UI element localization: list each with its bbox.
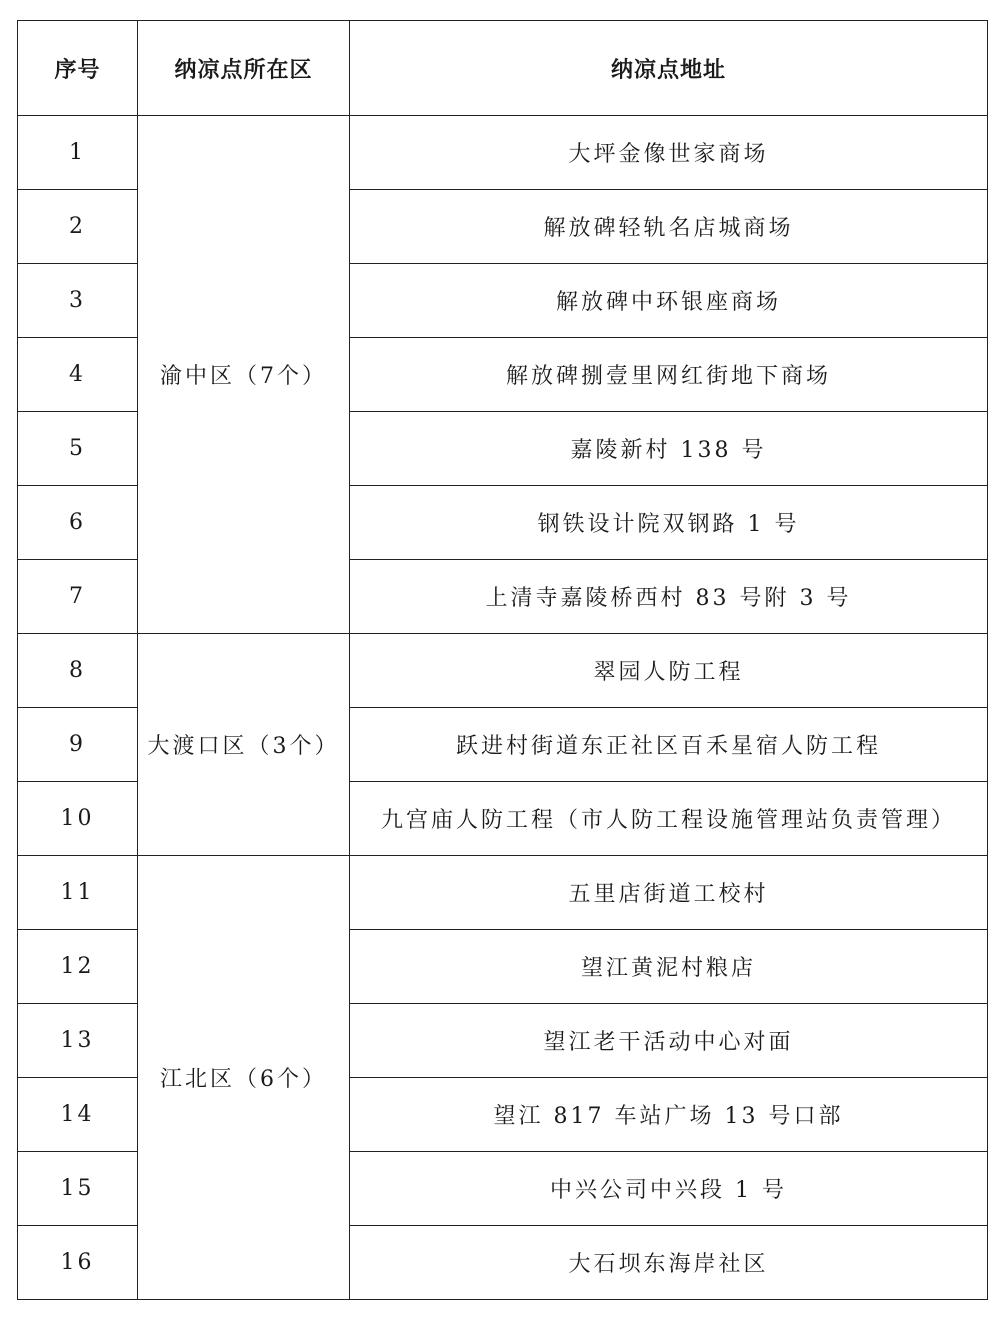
header-address: 纳凉点地址 (350, 21, 988, 116)
row-number: 12 (18, 930, 138, 1004)
address-cell: 大坪金像世家商场 (350, 116, 988, 190)
row-number: 1 (18, 116, 138, 190)
address-cell: 翠园人防工程 (350, 634, 988, 708)
address-cell: 望江黄泥村粮店 (350, 930, 988, 1004)
row-number: 3 (18, 264, 138, 338)
cooling-points-table (17, 20, 988, 1300)
address-cell: 上清寺嘉陵桥西村 83 号附 3 号 (350, 560, 988, 634)
address-cell: 九宫庙人防工程（市人防工程设施管理站负责管理） (350, 782, 988, 856)
table-row (18, 116, 988, 190)
row-number: 7 (18, 560, 138, 634)
address-cell: 解放碑捌壹里网红街地下商场 (350, 338, 988, 412)
row-number: 14 (18, 1078, 138, 1152)
row-number: 11 (18, 856, 138, 930)
row-number: 4 (18, 338, 138, 412)
table-row (18, 634, 988, 708)
row-number: 15 (18, 1152, 138, 1226)
district-cell: 大渡口区（3个） (138, 634, 350, 856)
address-cell: 跃进村街道东正社区百禾星宿人防工程 (350, 708, 988, 782)
address-cell: 大石坝东海岸社区 (350, 1226, 988, 1300)
row-number: 13 (18, 1004, 138, 1078)
district-cell: 江北区（6个） (138, 856, 350, 1300)
address-cell: 嘉陵新村 138 号 (350, 412, 988, 486)
address-cell: 解放碑轻轨名店城商场 (350, 190, 988, 264)
row-number: 2 (18, 190, 138, 264)
address-cell: 五里店街道工校村 (350, 856, 988, 930)
row-number: 5 (18, 412, 138, 486)
row-number: 8 (18, 634, 138, 708)
row-number: 6 (18, 486, 138, 560)
row-number: 9 (18, 708, 138, 782)
row-number: 16 (18, 1226, 138, 1300)
header-serial-number: 序号 (18, 21, 138, 116)
address-cell: 钢铁设计院双钢路 1 号 (350, 486, 988, 560)
district-cell: 渝中区（7个） (138, 116, 350, 634)
table-row (18, 856, 988, 930)
header-district: 纳凉点所在区 (138, 21, 350, 116)
header-row (18, 21, 988, 116)
address-cell: 中兴公司中兴段 1 号 (350, 1152, 988, 1226)
address-cell: 解放碑中环银座商场 (350, 264, 988, 338)
row-number: 10 (18, 782, 138, 856)
address-cell: 望江老干活动中心对面 (350, 1004, 988, 1078)
address-cell: 望江 817 车站广场 13 号口部 (350, 1078, 988, 1152)
